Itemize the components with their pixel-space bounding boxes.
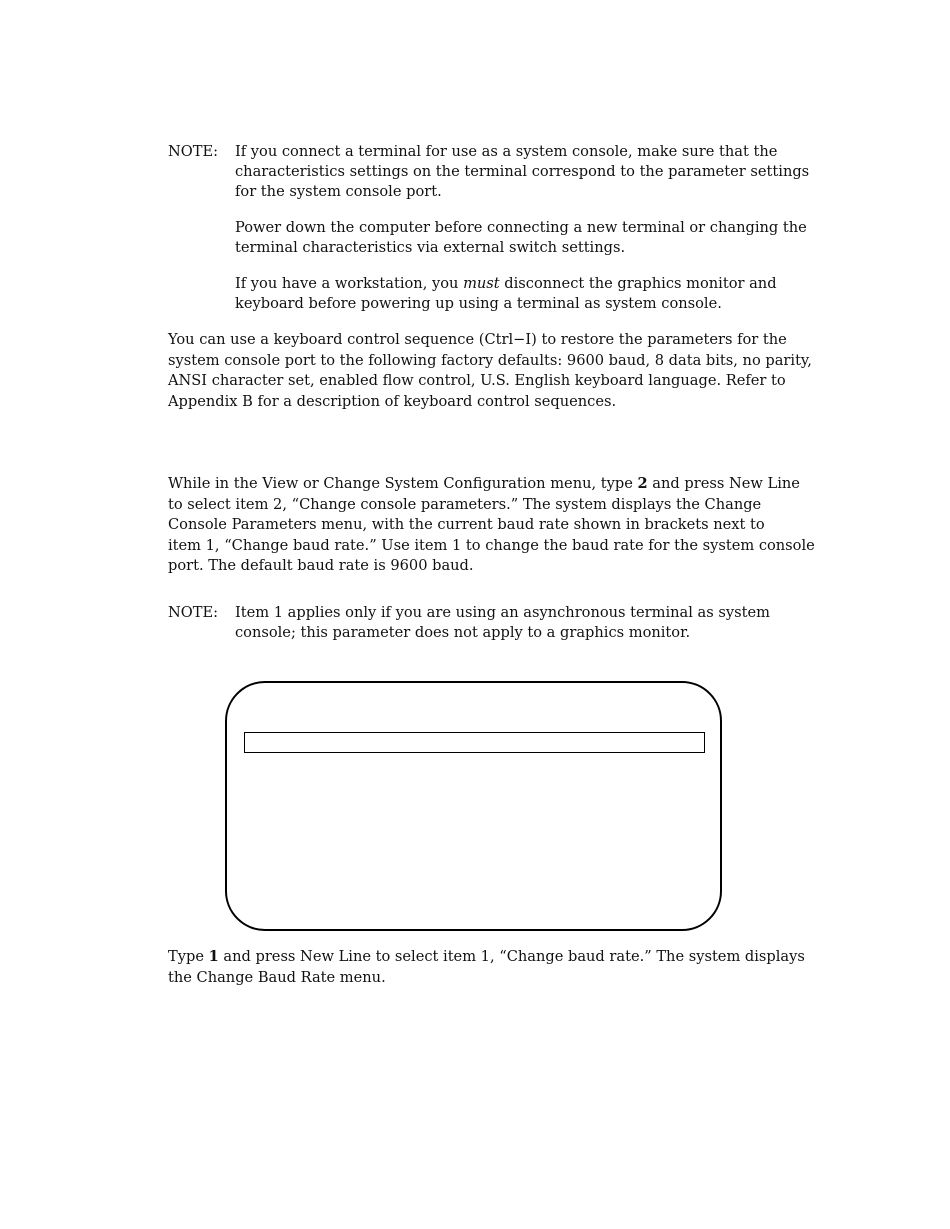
emphasis-text: must xyxy=(463,275,500,292)
text-line: port. The default baud rate is 9600 baud. xyxy=(168,557,474,575)
text-line: console; this parameter does not apply to a graphics monitor. xyxy=(235,624,691,641)
text-line: terminal characteristics via external switch settings. xyxy=(235,239,626,256)
bold-text: 1 xyxy=(208,948,219,965)
text-line: system console port to the following factory defaults: 9600 baud, 8 data bits, no parity, xyxy=(168,351,812,369)
text-line: If you have a workstation, you must disconnect the graphics monitor and xyxy=(235,275,777,292)
terminal-screen-frame xyxy=(225,681,722,931)
text-line: You can use a keyboard control sequence (Ctrl−I) to restore the parameters for the xyxy=(168,331,787,348)
screen-title-bar xyxy=(244,732,705,753)
text-line: ANSI character set, enabled flow control, U.S. English keyboard language. Refer to xyxy=(168,372,786,390)
text-line: keyboard before powering up using a terminal as system console. xyxy=(235,295,722,312)
text-line: to select item 2, “Change console parameters.” The system displays the Change xyxy=(168,495,762,513)
note-paragraph xyxy=(235,603,795,643)
text-line: If you connect a terminal for use as a system console, make sure that the xyxy=(235,143,778,160)
text-line: While in the View or Change System Configuration menu, type 2 and press New Line xyxy=(168,475,800,492)
note-label: NOTE: xyxy=(168,143,219,160)
note-paragraph xyxy=(235,142,810,202)
text-line: Console Parameters menu, with the current baud rate shown in brackets next to xyxy=(168,516,765,534)
text-line: characteristics settings on the terminal correspond to the parameter settings xyxy=(235,163,810,180)
text-line: Item 1 applies only if you are using an asynchronous terminal as system xyxy=(235,604,770,621)
body-paragraph xyxy=(168,330,812,412)
text-line: Type 1 and press New Line to select item 1, “Change baud rate.” The system displays xyxy=(168,948,805,965)
note-paragraph xyxy=(235,218,807,258)
text-line: item 1, “Change baud rate.” Use item 1 to change the baud rate for the system console xyxy=(168,536,815,554)
text-line: for the system console port. xyxy=(235,183,442,200)
body-paragraph xyxy=(168,947,805,988)
text-line: Power down the computer before connecting a new terminal or changing the xyxy=(235,219,807,236)
body-paragraph xyxy=(168,474,815,577)
note-label: NOTE: xyxy=(168,604,219,621)
bold-text: 2 xyxy=(637,475,648,492)
text-line: the Change Baud Rate menu. xyxy=(168,968,386,986)
text-line: Appendix B for a description of keyboard control sequences. xyxy=(168,392,617,410)
note-paragraph xyxy=(235,274,795,314)
